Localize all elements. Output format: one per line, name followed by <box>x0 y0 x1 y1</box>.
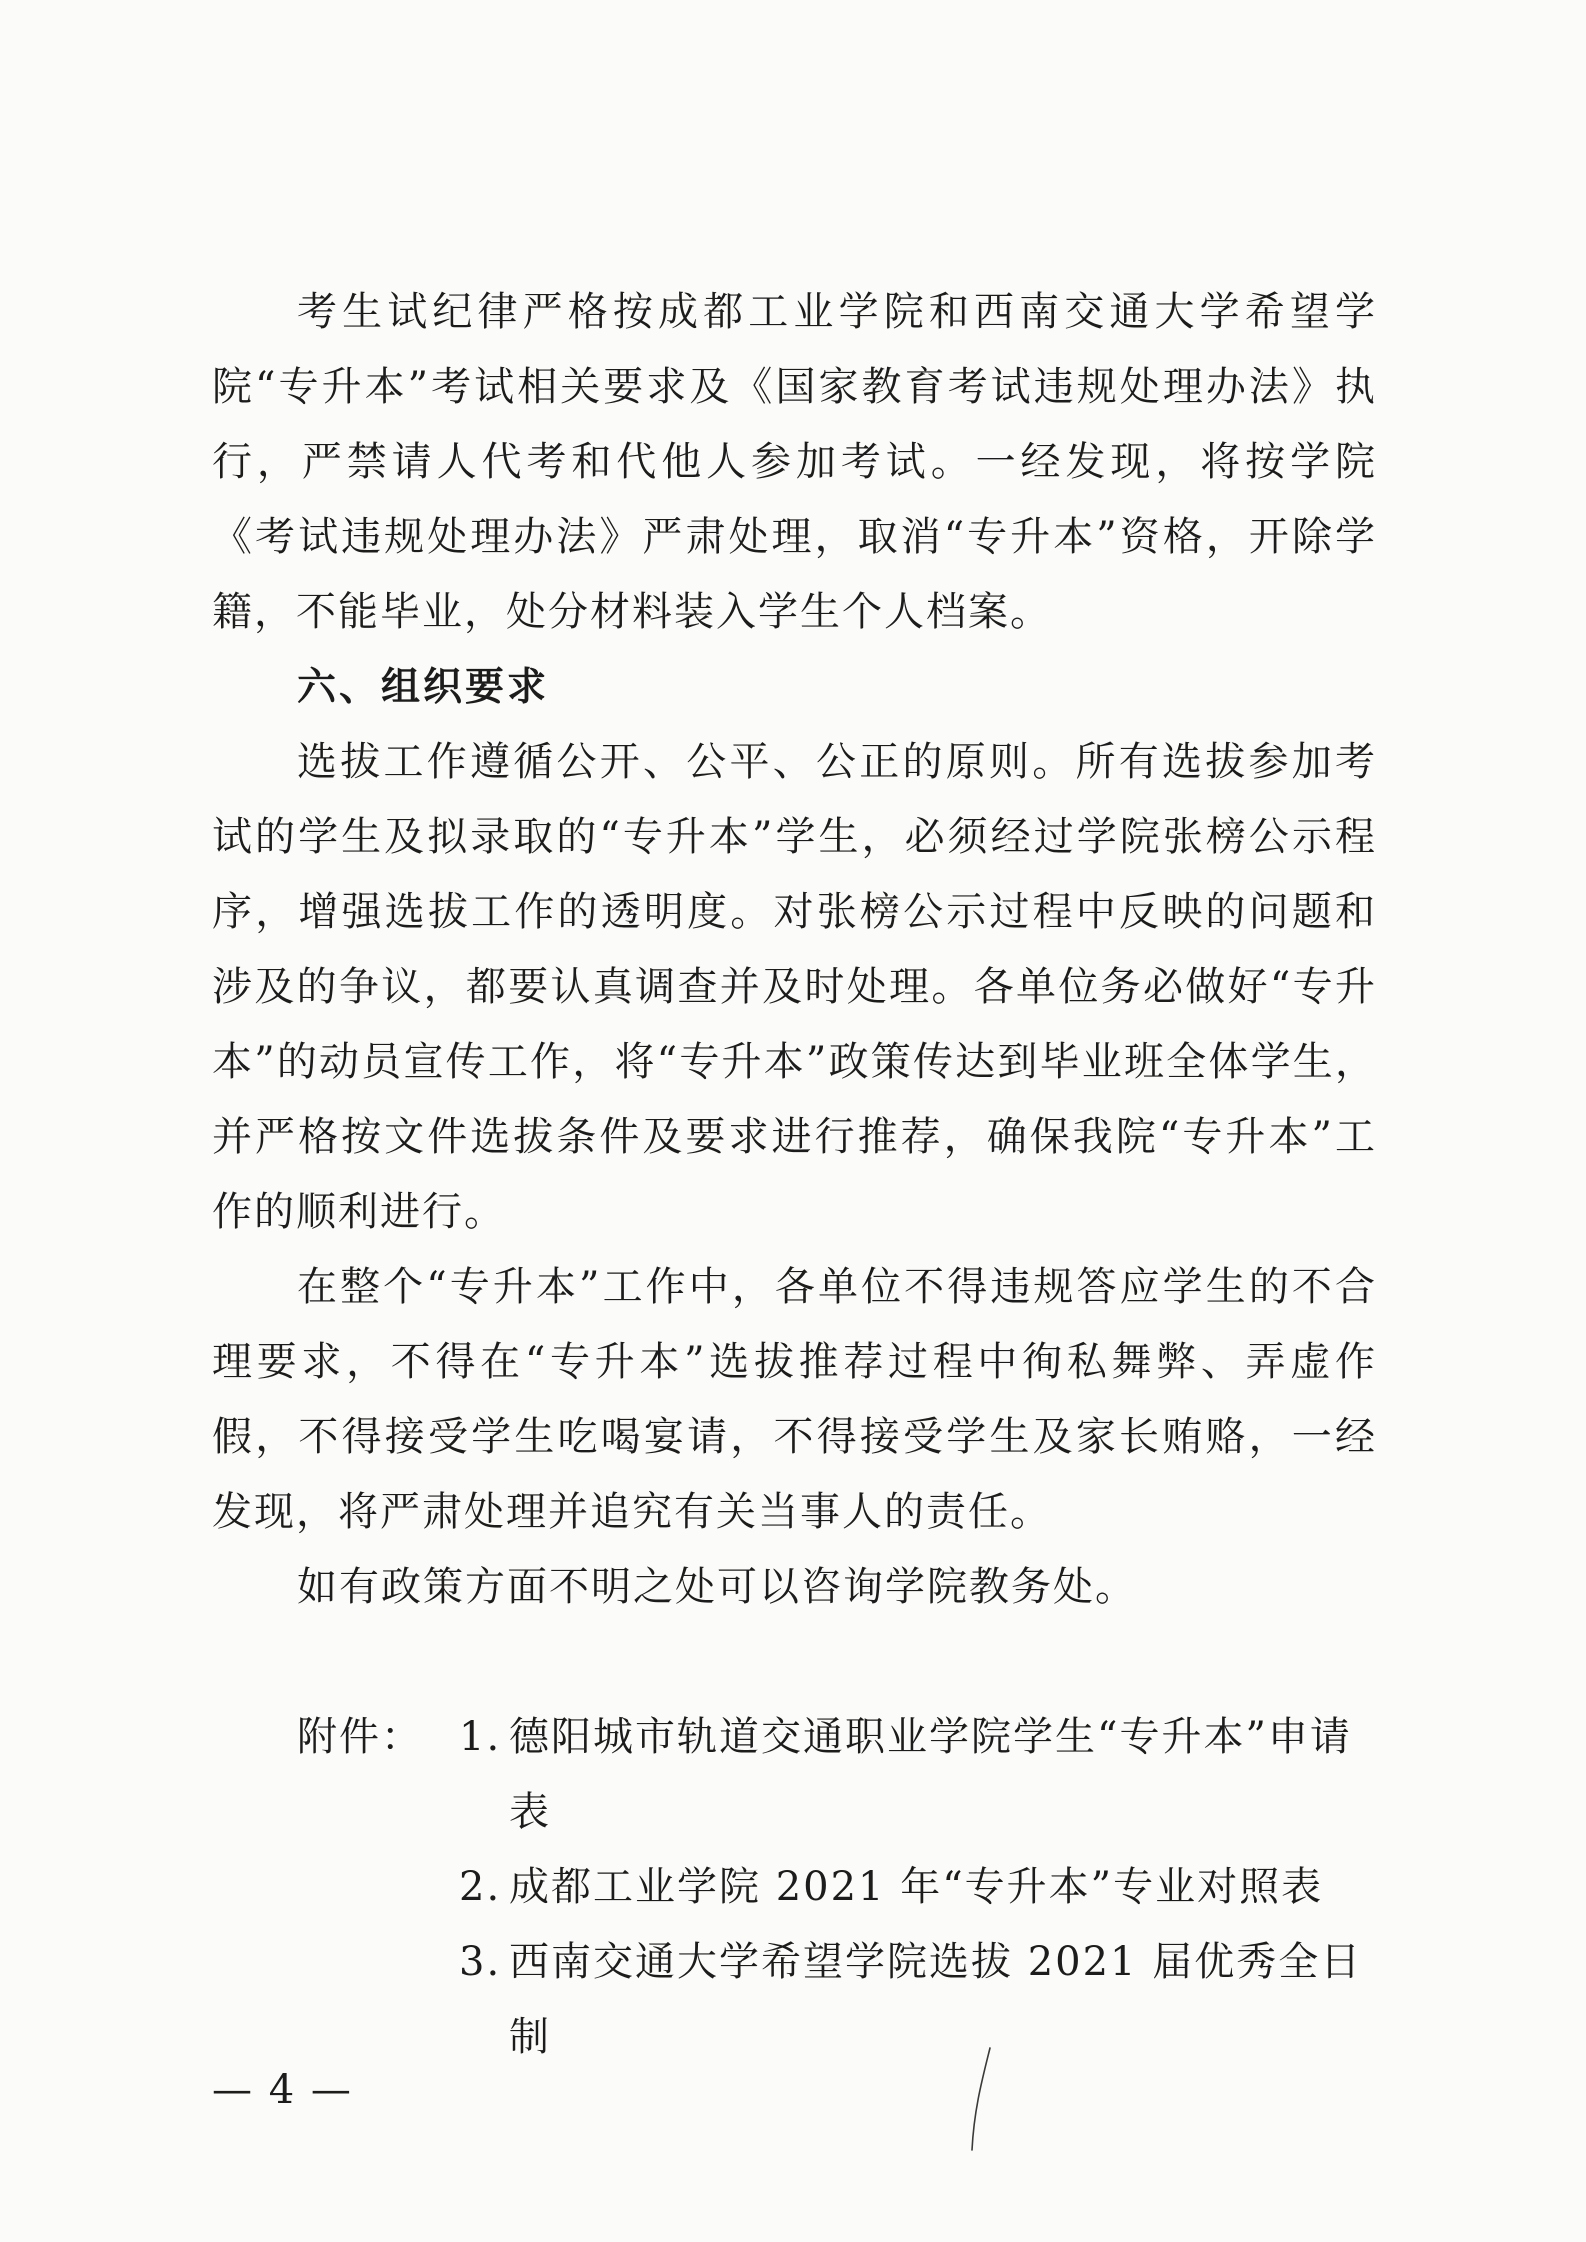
attachment-title: 成都工业学院 2021 年“专升本”专业对照表 <box>509 1864 1324 1910</box>
paragraph-integrity-rules: 在整个“专升本”工作中，各单位不得违规答应学生的不合理要求，不得在“专升本”选拔推荐过程中徇私舞弊、弄虚作假，不得接受学生吃喝宴请，不得接受学生及家长贿赂，一经发现，将严肃处理并追究有关当事人的责任。 <box>212 1264 1377 1535</box>
attachments-items <box>459 1700 1377 2075</box>
attachments-list <box>297 1700 1377 2075</box>
attachment-number: 3. <box>459 1939 502 1985</box>
attachment-title: 德阳城市轨道交通职业学院学生“专升本”申请表 <box>509 1714 1352 1835</box>
attachment-title: 西南交通大学希望学院选拔 2021 届优秀全日制 <box>509 1939 1363 2060</box>
attachment-item <box>459 1925 1377 2075</box>
page-number: — 4 — <box>212 2067 353 2113</box>
document-body <box>212 275 1377 2075</box>
attachment-item <box>459 1850 1377 1925</box>
attachment-item <box>459 1700 1377 1850</box>
attachment-number: 2. <box>459 1864 502 1910</box>
paragraph-contact-info: 如有政策方面不明之处可以咨询学院教务处。 <box>297 1564 1137 1610</box>
blank-line <box>212 1625 1377 1700</box>
attachment-number: 1. <box>459 1714 502 1760</box>
section-heading-organization: 六、组织要求 <box>297 665 550 710</box>
attachments-label: 附件： <box>297 1714 423 1760</box>
paragraph-selection-principles: 选拔工作遵循公开、公平、公正的原则。所有选拔参加考试的学生及拟录取的“专升本”学生，必须经过学院张榜公示程序，增强选拔工作的透明度。对张榜公示过程中反映的问题和涉及的争议，都要认真调查并及时处理。各单位务必做好“专升本”的动员宣传工作，将“专升本”政策传达到毕业班全体学生，并严格按文件选拔条件及要求进行推荐，确保我院“专升本”工作的顺利进行。 <box>212 739 1377 1235</box>
pen-stroke-mark <box>960 2040 1000 2160</box>
paragraph-exam-discipline: 考生试纪律严格按成都工业学院和西南交通大学希望学院“专升本”考试相关要求及《国家教育考试违规处理办法》执行，严禁请人代考和代他人参加考试。一经发现，将按学院《考试违规处理办法》严肃处理，取消“专升本”资格，开除学籍，不能毕业，处分材料装入学生个人档案。 <box>212 289 1377 635</box>
